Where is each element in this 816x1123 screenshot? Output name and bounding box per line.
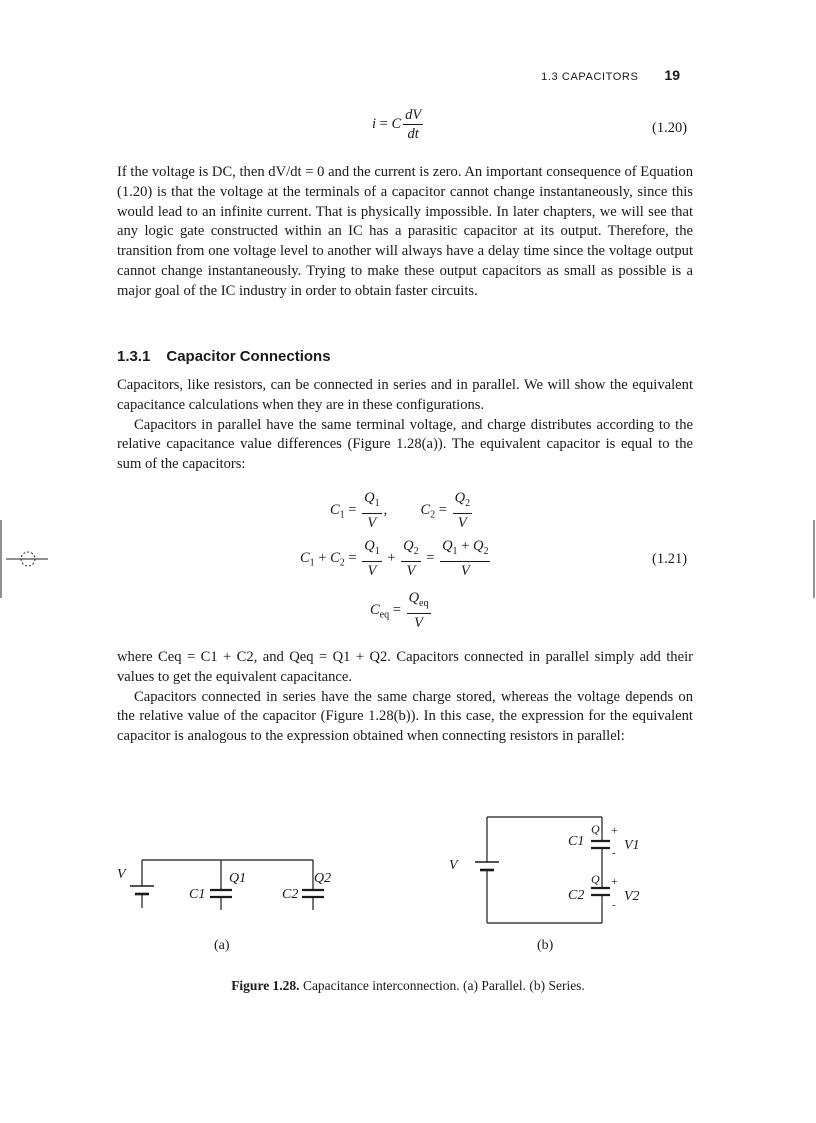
figure-b-source-label: V — [449, 858, 458, 873]
figure-b-v2-label: V2 — [624, 889, 640, 904]
figure-b-q-bottom-label: Q — [591, 872, 600, 886]
paragraph-2-text: Capacitors, like resistors, can be connected in series and in parallel. We will show the equivalent capacitance calculations when they are in these configurations. — [117, 377, 693, 413]
figure-caption-text: Capacitance interconnection. (a) Parallel. (b) Series. — [302, 978, 585, 993]
figure-b-plus-top: + — [611, 823, 618, 837]
section-heading — [117, 348, 331, 365]
figure-a-source-label: V — [117, 867, 126, 882]
figure-a-c1-label: C1 — [189, 887, 206, 902]
figure-b-c2-label: C2 — [568, 888, 585, 903]
paragraph-dc-voltage — [117, 163, 693, 302]
paragraph-5-text: Capacitors connected in series have the same charge stored, whereas the voltage depends on the relative value of the capacitor (Figure 1.28(b)). In this case, the expression for the equivalent capacitor is analogous to the expression obtained when connecting resistors in parallel: — [117, 688, 693, 745]
figure-b-plus-bottom: + — [611, 874, 618, 888]
figure-a-c2-label: C2 — [282, 887, 299, 902]
figure-a-circuit — [110, 850, 340, 920]
equation-1-21-row-1: $C_1$ = $\frac{Q_1}{V}$ , $C_2$ = $\frac{Q_2}{V}$ — [330, 490, 471, 531]
figure-b-circuit — [470, 810, 610, 930]
eq-coef: C — [391, 115, 402, 132]
equation-label-1-20: (1.20) — [652, 120, 688, 136]
equation-1-20 — [372, 107, 425, 142]
section-number: 1.3.1 — [117, 348, 151, 365]
equation-1-21-row-2: $C_1 + C_2$ = $\frac{Q_1}{V}$ + $\frac{Q_2}{V}$ = $\frac{Q_1 + Q_2}{V}$ — [300, 538, 489, 579]
eq-denominator: dt — [407, 126, 419, 142]
figure-b-c1-label: C1 — [568, 834, 585, 849]
figure-b-panel-label: (b) — [537, 938, 554, 953]
margin-crop-mark-right — [812, 520, 816, 600]
margin-crop-mark-left — [0, 520, 60, 600]
paragraph-connections — [117, 376, 693, 475]
eq-fraction — [403, 107, 423, 142]
section-title: Capacitor Connections — [166, 348, 331, 365]
header-section: 1.3 CAPACITORS — [541, 71, 639, 83]
page-number: 19 — [664, 67, 680, 83]
figure-b-minus-top: - — [612, 847, 616, 859]
eq-lhs: i — [372, 115, 377, 132]
figure-b-v1-label: V1 — [624, 838, 640, 853]
figure-b-minus-bottom: - — [612, 899, 616, 911]
paragraph-1-text: If the voltage is DC, then dV/dt = 0 and the current is zero. An important consequence of Equation (1.20) is that the voltage at the terminals of a capacitor cannot change instantaneously, since this would lead to an infinite current. That is physically impossible. In later chapters, we will see that any logic gate constructed within an IC has a parasitic capacitor at its output. Therefore, the transition from one voltage level to another will always have a delay time since the voltage output cannot change instantaneously. Trying to make these output capacitors as small as possible is a major goal of the IC industry in order to obtain faster circuits. — [117, 164, 693, 299]
figure-a-panel-label: (a) — [214, 938, 230, 953]
running-header — [0, 67, 680, 83]
paragraph-3-text: Capacitors in parallel have the same terminal voltage, and charge distributes according to the relative capacitance value differences (Figure 1.28(a)). The equivalent capacitor is equal to the sum of the capacitors: — [117, 416, 693, 473]
paragraph-parallel-result — [117, 648, 693, 747]
eq-equals: = — [379, 115, 388, 132]
equation-1-21-row-3: $C_{eq}$ = $\frac{Q_{eq}}{V}$ — [370, 590, 429, 631]
figure-a-q2-label: Q2 — [314, 871, 332, 886]
figure-a-q1-label: Q1 — [229, 871, 247, 886]
equation-label-1-21: (1.21) — [652, 551, 688, 567]
eq-numerator: dV — [405, 107, 422, 123]
figure-caption-number: Figure 1.28. — [231, 978, 300, 993]
figure-b-q-top-label: Q — [591, 822, 600, 836]
paragraph-4-text: where Ceq = C1 + C2, and Qeq = Q1 + Q2. Capacitors connected in parallel simply add their values to get the equivalent capacitance. — [117, 649, 693, 685]
figure-caption — [0, 978, 816, 994]
